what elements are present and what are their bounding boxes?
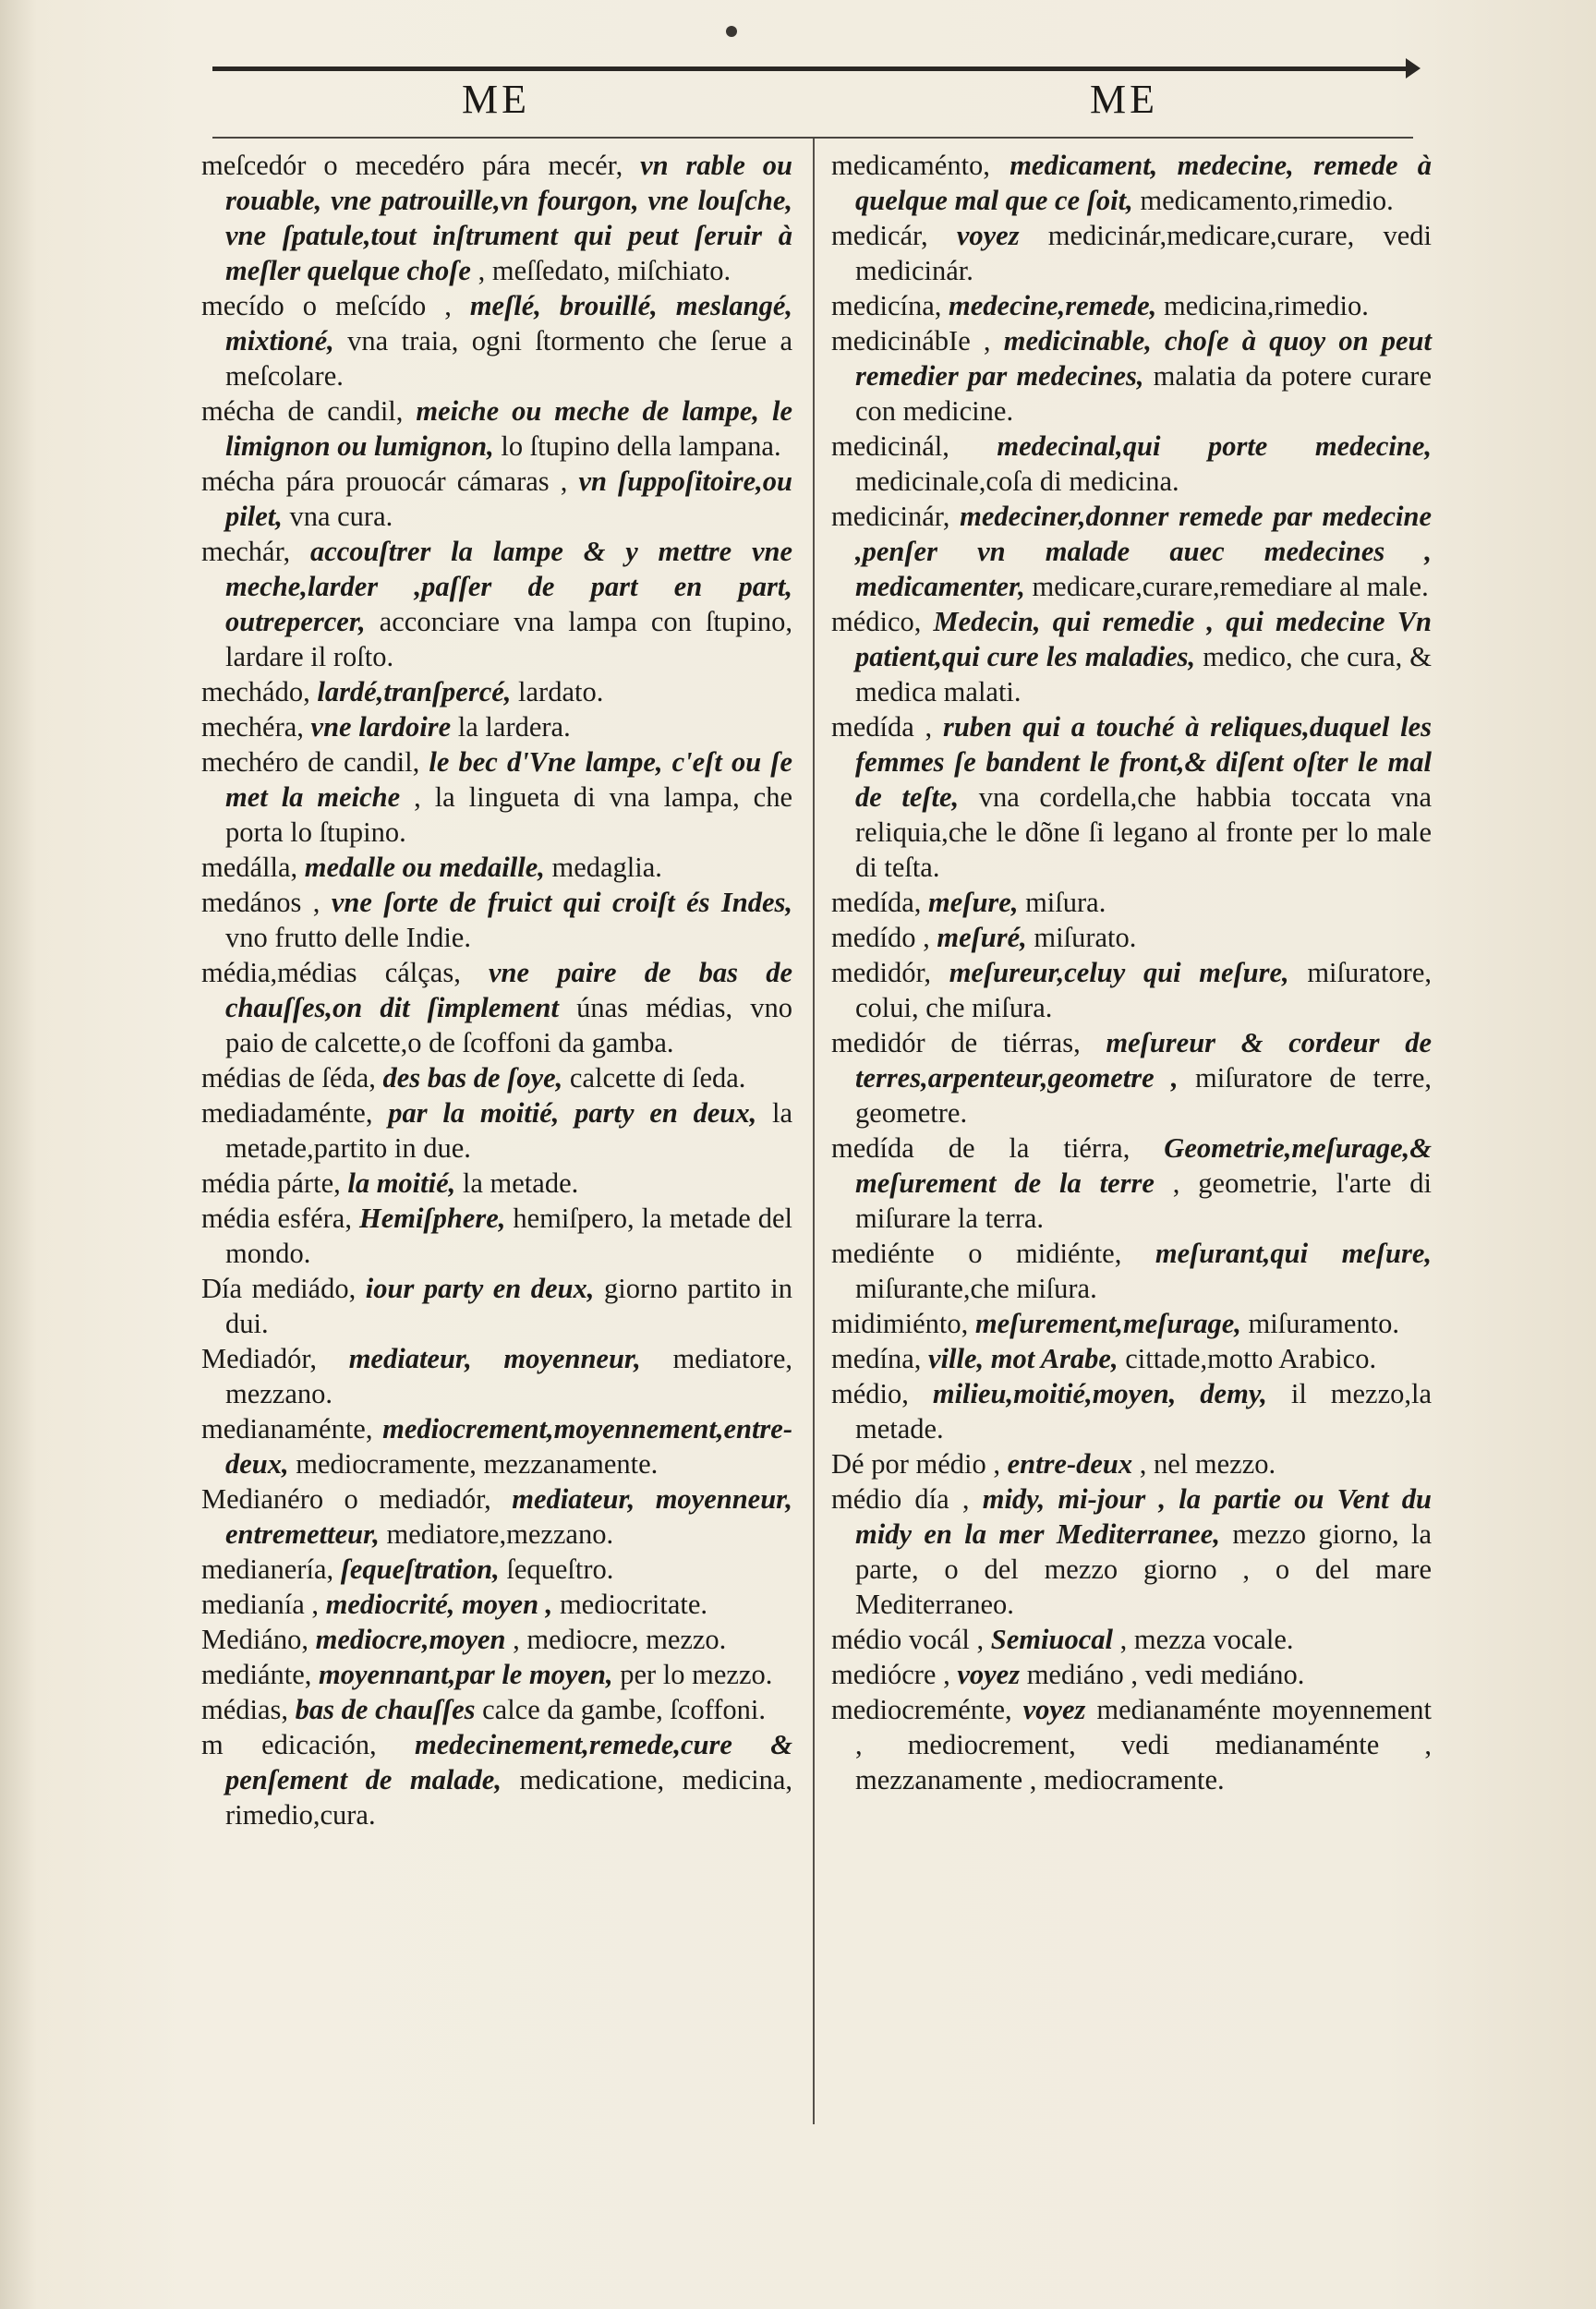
dictionary-entry	[201, 1201, 792, 1271]
dictionary-entry	[201, 1481, 792, 1552]
right-column	[831, 148, 1432, 1797]
headword: medicinábIe ,	[831, 325, 991, 357]
dictionary-entry	[831, 148, 1432, 218]
column-divider	[813, 139, 815, 2124]
french-gloss: mediocrement,moyennement,entre-deux,	[225, 1413, 792, 1480]
italian-gloss: vno frutto delle Indie.	[225, 922, 471, 953]
french-gloss: meſlé, brouillé, meslangé, mixtioné,	[225, 290, 792, 357]
dictionary-entry	[201, 534, 792, 674]
italian-gloss: giorno partito in dui.	[225, 1273, 793, 1339]
italian-gloss: medianaménte moyennement , mediocrement, vedi medianaménte , mezzanamente , mediocramente.	[855, 1694, 1433, 1795]
italian-gloss: medicatione, medicina, rimedio,cura.	[225, 1764, 792, 1831]
headword: médico,	[831, 606, 922, 637]
dictionary-entry	[831, 885, 1432, 920]
dictionary-entry	[201, 1166, 792, 1201]
headword: média esféra,	[201, 1203, 352, 1234]
dictionary-entry	[831, 1657, 1432, 1692]
italian-gloss: medicinár,medicare,curare, vedi medicinár.	[855, 220, 1432, 286]
italian-gloss: la metade,partito in due.	[225, 1097, 792, 1164]
french-gloss: mediateur, moyenneur,	[348, 1343, 641, 1374]
italian-gloss: , nel mezzo.	[1139, 1448, 1276, 1480]
french-gloss: voyez	[957, 1659, 1021, 1690]
french-gloss: vne lardoire	[310, 711, 452, 743]
italian-gloss: mediocramente, mezzanamente.	[296, 1448, 659, 1480]
italian-gloss: , la lingueta di vna lampa, che porta lo ſtupino.	[225, 781, 793, 848]
italian-gloss: ſequeſtro.	[506, 1553, 614, 1585]
headword: mediénte o midiénte,	[831, 1238, 1122, 1269]
dictionary-entry	[201, 1271, 792, 1341]
headword: Medianéro o mediadór,	[201, 1483, 491, 1515]
italian-gloss: , meſſedato, miſchiato.	[478, 255, 732, 286]
italian-gloss: medicina,rimedio.	[1163, 290, 1369, 321]
italian-gloss: miſura.	[1025, 887, 1106, 918]
dictionary-entry	[201, 288, 792, 393]
italian-gloss: miſurato.	[1034, 922, 1137, 953]
dictionary-entry	[201, 885, 792, 955]
headword: midimiénto,	[831, 1308, 969, 1339]
french-gloss: par la moitié, party en deux,	[388, 1097, 757, 1129]
italian-gloss: medico, che cura, & medica malati.	[855, 641, 1432, 707]
french-gloss: meſuré,	[937, 922, 1027, 953]
italian-gloss: cittade,motto Arabico.	[1125, 1343, 1377, 1374]
dictionary-entry	[831, 1376, 1432, 1446]
dictionary-entry	[201, 709, 792, 744]
italian-gloss: calce da gambe, ſcoffoni.	[482, 1694, 766, 1725]
dictionary-entry	[201, 1341, 792, 1411]
headword: mécha de candil,	[201, 395, 404, 427]
dictionary-entry	[831, 955, 1432, 1025]
italian-gloss: lo ſtupino della lampana.	[501, 430, 781, 462]
italian-gloss: lardato.	[518, 676, 604, 707]
french-gloss: vne paire de bas de chauſſes,on dit ſimplement	[225, 957, 792, 1023]
french-gloss: le bec d'Vne lampe, c'eſt ou ſe met la meiche	[225, 746, 792, 813]
french-gloss: medicament, medecine, remede à quelque mal que ce ſoit,	[855, 150, 1432, 216]
french-gloss: medecine,remede,	[949, 290, 1157, 321]
italian-gloss: calcette di ſeda.	[569, 1062, 746, 1094]
dictionary-entry	[831, 288, 1432, 323]
french-gloss: mediocre,moyen	[315, 1624, 506, 1655]
italian-gloss: mediocritate.	[559, 1589, 707, 1620]
french-gloss: voyez	[956, 220, 1020, 251]
italian-gloss: únas médias, vno paio de calcette,o de ſcoffoni da gamba.	[225, 992, 792, 1058]
dictionary-entry	[831, 323, 1432, 429]
dictionary-entry	[831, 1692, 1432, 1797]
italian-gloss: vna cura.	[289, 501, 393, 532]
rule-arrow-icon	[1406, 58, 1421, 79]
french-gloss: vn rable ou rouable, vne patrouille,vn fourgon, vne louſche, vne ſpatule,tout inſtrument qui peut ſeruir à meſler quelque choſe	[225, 150, 793, 286]
italian-gloss: mediatore,mezzano.	[386, 1518, 614, 1550]
headword: medianía ,	[201, 1589, 320, 1620]
italian-gloss: medicinale,coſa di medicina.	[855, 465, 1179, 497]
left-column	[201, 148, 792, 1832]
french-gloss: meiche ou meche de lampe, le limignon ou lumignon,	[225, 395, 792, 462]
italian-gloss: la metade.	[462, 1167, 579, 1199]
dictionary-entry	[201, 393, 792, 464]
dictionary-entry	[201, 1727, 792, 1832]
headword: medicinál,	[831, 430, 949, 462]
italian-gloss: acconciare vna lampa con ſtupino, lardare il roſto.	[225, 606, 793, 672]
headword: média,médias cálças,	[201, 957, 461, 988]
french-gloss: meſureur & cordeur de terres,arpenteur,geometre ,	[855, 1027, 1432, 1094]
italian-gloss: il mezzo,la metade.	[855, 1378, 1432, 1445]
dictionary-entry	[201, 1657, 792, 1692]
headword: médias de ſéda,	[201, 1062, 376, 1094]
dictionary-entry	[831, 218, 1432, 288]
dictionary-entry	[201, 1692, 792, 1727]
dictionary-entry	[831, 1306, 1432, 1341]
headword: medianería,	[201, 1553, 334, 1585]
italian-gloss: la lardera.	[457, 711, 571, 743]
french-gloss: ville, mot Arabe,	[928, 1343, 1118, 1374]
headword: Mediadór,	[201, 1343, 317, 1374]
headword: mécha pára prouocár cámaras ,	[201, 465, 568, 497]
italian-gloss: miſuratore de terre, geometre.	[855, 1062, 1432, 1129]
headword: mecído o meſcído ,	[201, 290, 452, 321]
french-gloss: mediocrité, moyen ,	[325, 1589, 553, 1620]
dictionary-entry	[831, 1481, 1432, 1622]
headword: Día mediádo,	[201, 1273, 357, 1304]
headword: medída ,	[831, 711, 933, 743]
french-gloss: iour party en deux,	[365, 1273, 595, 1304]
italian-gloss: medicamento,rimedio.	[1140, 185, 1394, 216]
french-gloss: vn ſuppoſitoire,ou pilet,	[225, 465, 792, 532]
french-gloss: vne ſorte de fruict qui croiſt és Indes,	[331, 887, 793, 918]
dictionary-entry	[201, 1411, 792, 1481]
french-gloss: ſequeſtration,	[340, 1553, 500, 1585]
italian-gloss: vna traia, ogni ſtormento che ſerue a meſcolare.	[225, 325, 792, 392]
dictionary-entry	[831, 1025, 1432, 1130]
headword: m edicación,	[201, 1729, 377, 1760]
italian-gloss: medaglia.	[551, 852, 662, 883]
italian-gloss: medicare,curare,remediare al male.	[1032, 571, 1429, 602]
dictionary-entry	[831, 1446, 1432, 1481]
headword: média párte,	[201, 1167, 341, 1199]
italian-gloss: , geometrie, l'arte di miſurare la terra.	[855, 1167, 1432, 1234]
french-gloss: medalle ou medaille,	[304, 852, 545, 883]
french-gloss: des bas de ſoye,	[382, 1062, 563, 1094]
headword: medída,	[831, 887, 922, 918]
headword: mediocreménte,	[831, 1694, 1012, 1725]
dictionary-entry	[831, 429, 1432, 499]
italian-gloss: hemiſpero, la metade del mondo.	[225, 1203, 793, 1269]
dictionary-entry	[201, 850, 792, 885]
headword: medína,	[831, 1343, 922, 1374]
dictionary-entry	[201, 1060, 792, 1095]
italian-gloss: miſuratore, colui, che miſura.	[855, 957, 1432, 1023]
headword: mechéra,	[201, 711, 304, 743]
dictionary-entry	[831, 1130, 1432, 1236]
french-gloss: meſurement,meſurage,	[974, 1308, 1241, 1339]
french-gloss: lardé,tranſpercé,	[317, 676, 512, 707]
french-gloss: mediateur, moyenneur, entremetteur,	[225, 1483, 792, 1550]
italian-gloss: , mezza vocale.	[1119, 1624, 1294, 1655]
headword: mechár,	[201, 536, 291, 567]
dictionary-entry	[831, 920, 1432, 955]
italian-gloss: miſuramento.	[1248, 1308, 1400, 1339]
headword: medános ,	[201, 887, 320, 918]
headword: medidór de tiérras,	[831, 1027, 1081, 1058]
dictionary-entry	[831, 1236, 1432, 1306]
headword: mediánte,	[201, 1659, 312, 1690]
french-gloss: accouſtrer la lampe & y mettre vne meche,larder ,paſſer de part en part, outrepercer,	[225, 536, 792, 637]
dictionary-entry	[831, 499, 1432, 604]
italian-gloss: mediáno , vedi mediáno.	[1026, 1659, 1305, 1690]
french-gloss: medeciner,donner remede par medecine ,penſer vn malade auec medecines , medicamenter,	[855, 501, 1432, 602]
italian-gloss: malatia da potere curare con medicine.	[855, 360, 1432, 427]
dictionary-entry	[201, 148, 792, 288]
italian-gloss: , mediocre, mezzo.	[513, 1624, 727, 1655]
dictionary-entry	[201, 955, 792, 1060]
french-gloss: Medecin, qui remedie , qui medecine Vn patient,qui cure les maladies,	[855, 606, 1432, 672]
french-gloss: Semiuocal	[990, 1624, 1113, 1655]
dictionary-entry	[201, 1587, 792, 1622]
headword: médio,	[831, 1378, 909, 1409]
french-gloss: milieu,moitié,moyen, demy,	[932, 1378, 1267, 1409]
headword: mechádo,	[201, 676, 310, 707]
french-gloss: meſure,	[928, 887, 1019, 918]
french-gloss: la moitié,	[347, 1167, 456, 1199]
french-gloss: ruben qui a touché à reliques,duquel les femmes ſe bandent le front,& diſent oſter le mal de teſte,	[855, 711, 1432, 813]
dictionary-entry	[201, 1095, 792, 1166]
running-head-left: ME	[462, 77, 530, 122]
headword: mediadaménte,	[201, 1097, 373, 1129]
headword: medicár,	[831, 220, 928, 251]
headword: medidór,	[831, 957, 932, 988]
headword: médio día ,	[831, 1483, 970, 1515]
dictionary-entry	[201, 674, 792, 709]
headword: medálla,	[201, 852, 298, 883]
french-gloss: moyennant,par le moyen,	[319, 1659, 613, 1690]
headword: medicinár,	[831, 501, 950, 532]
italian-gloss: per lo mezzo.	[620, 1659, 773, 1690]
french-gloss: medicinable, choſe à quoy on peut remedier par medecines,	[855, 325, 1432, 392]
french-gloss: entre-deux	[1007, 1448, 1133, 1480]
dictionary-entry	[201, 464, 792, 534]
french-gloss: meſurant,qui meſure,	[1155, 1238, 1432, 1269]
ink-dot	[726, 26, 737, 37]
headword: Mediáno,	[201, 1624, 309, 1655]
dictionary-entry	[831, 709, 1432, 885]
headword: medído ,	[831, 922, 930, 953]
headword: Dé por médio ,	[831, 1448, 1000, 1480]
french-gloss: Geometrie,meſurage,& meſurement de la terre	[855, 1132, 1432, 1199]
headword: meſcedór o mecedéro pára mecér,	[201, 150, 623, 181]
italian-gloss: vna cordella,che habbia toccata vna reliquia,che le dõne ſi legano al fronte per lo male di teſta.	[855, 781, 1433, 883]
french-gloss: medecinal,qui porte medecine,	[997, 430, 1433, 462]
french-gloss: Hemiſphere,	[358, 1203, 506, 1234]
dictionary-entry	[831, 1622, 1432, 1657]
dictionary-entry	[201, 744, 792, 850]
dictionary-entry	[201, 1552, 792, 1587]
dictionary-entry	[831, 604, 1432, 709]
dictionary-entry	[201, 1622, 792, 1657]
headword: mechéro de candil,	[201, 746, 420, 778]
italian-gloss: miſurante,che miſura.	[855, 1273, 1097, 1304]
headword: medicaménto,	[831, 150, 990, 181]
headword: médias,	[201, 1694, 289, 1725]
headword: medicína,	[831, 290, 942, 321]
french-gloss: medecinement,remede,cure & penſement de malade,	[225, 1729, 793, 1795]
french-gloss: voyez	[1022, 1694, 1086, 1725]
top-rule	[212, 66, 1413, 71]
french-gloss: midy, mi-jour , la partie ou Vent du midy en la mer Mediterranee,	[855, 1483, 1433, 1550]
italian-gloss: mediatore, mezzano.	[225, 1343, 793, 1409]
french-gloss: bas de chauſſes	[295, 1694, 476, 1725]
italian-gloss: mezzo giorno, la parte, o del mezzo giorno , o del mare Mediterraneo.	[855, 1518, 1433, 1620]
running-head-right: ME	[1090, 77, 1158, 122]
headword: mediócre ,	[831, 1659, 950, 1690]
headword: médio vocál ,	[831, 1624, 985, 1655]
headword: medída de la tiérra,	[831, 1132, 1130, 1164]
dictionary-entry	[831, 1341, 1432, 1376]
headword: medianaménte,	[201, 1413, 373, 1445]
french-gloss: meſureur,celuy qui meſure,	[949, 957, 1289, 988]
